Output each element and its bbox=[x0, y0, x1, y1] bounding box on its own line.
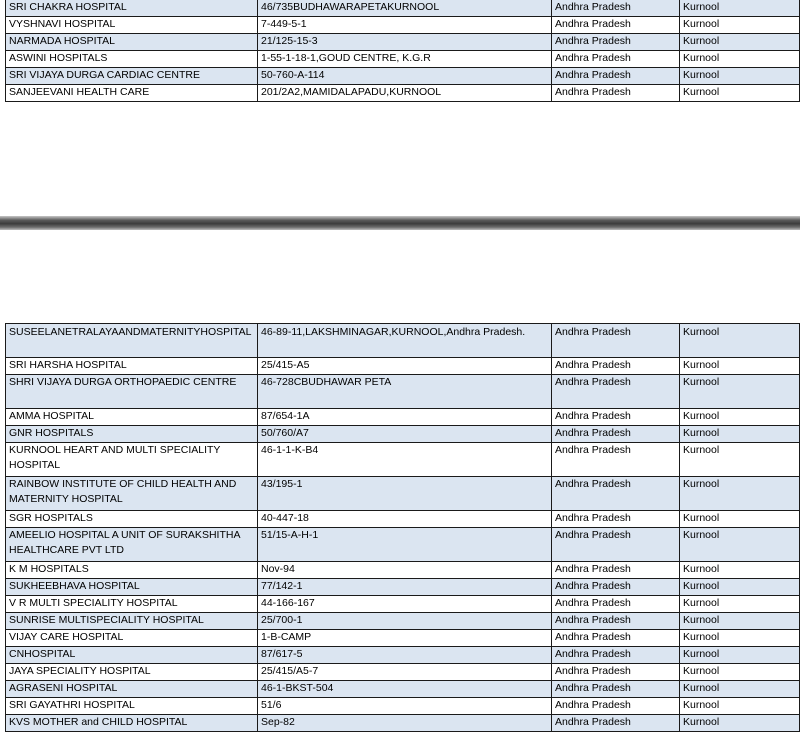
address-cell: 1-55-1-18-1,GOUD CENTRE, K.G.R bbox=[258, 51, 552, 68]
hospital-name-cell: RAINBOW INSTITUTE OF CHILD HEALTH AND MATERNITY HOSPITAL bbox=[6, 477, 258, 511]
district-cell: Kurnool bbox=[680, 613, 800, 630]
hospital-name-cell: SRI GAYATHRI HOSPITAL bbox=[6, 698, 258, 715]
table-row bbox=[6, 664, 800, 681]
address-cell: 50/760/A7 bbox=[258, 426, 552, 443]
state-cell: Andhra Pradesh bbox=[552, 579, 680, 596]
district-cell: Kurnool bbox=[680, 443, 800, 477]
state-cell: Andhra Pradesh bbox=[552, 358, 680, 375]
address-cell: 21/125-15-3 bbox=[258, 34, 552, 51]
address-cell: 1-B-CAMP bbox=[258, 630, 552, 647]
address-cell: 46-1-BKST-504 bbox=[258, 681, 552, 698]
address-cell: 46-1-1-K-B4 bbox=[258, 443, 552, 477]
address-cell: 77/142-1 bbox=[258, 579, 552, 596]
table-row bbox=[6, 647, 800, 664]
table-row bbox=[6, 596, 800, 613]
state-cell: Andhra Pradesh bbox=[552, 68, 680, 85]
state-cell: Andhra Pradesh bbox=[552, 477, 680, 511]
page-break-divider bbox=[0, 216, 800, 230]
table-row bbox=[6, 528, 800, 562]
state-cell: Andhra Pradesh bbox=[552, 596, 680, 613]
address-cell: 25/700-1 bbox=[258, 613, 552, 630]
table-row bbox=[6, 511, 800, 528]
state-cell: Andhra Pradesh bbox=[552, 0, 680, 17]
state-cell: Andhra Pradesh bbox=[552, 511, 680, 528]
state-cell: Andhra Pradesh bbox=[552, 17, 680, 34]
district-cell: Kurnool bbox=[680, 375, 800, 409]
table-row bbox=[6, 85, 800, 102]
district-cell: Kurnool bbox=[680, 85, 800, 102]
table-row bbox=[6, 358, 800, 375]
table-row bbox=[6, 68, 800, 85]
state-cell: Andhra Pradesh bbox=[552, 85, 680, 102]
district-cell: Kurnool bbox=[680, 409, 800, 426]
table-row bbox=[6, 426, 800, 443]
district-cell: Kurnool bbox=[680, 630, 800, 647]
district-cell: Kurnool bbox=[680, 426, 800, 443]
district-cell: Kurnool bbox=[680, 715, 800, 732]
state-cell: Andhra Pradesh bbox=[552, 51, 680, 68]
state-cell: Andhra Pradesh bbox=[552, 443, 680, 477]
hospital-name-cell: AMMA HOSPITAL bbox=[6, 409, 258, 426]
table-row bbox=[6, 477, 800, 511]
table-row bbox=[6, 630, 800, 647]
district-cell: Kurnool bbox=[680, 0, 800, 17]
hospital-name-cell: SANJEEVANI HEALTH CARE bbox=[6, 85, 258, 102]
table-row bbox=[6, 409, 800, 426]
state-cell: Andhra Pradesh bbox=[552, 664, 680, 681]
address-cell: 201/2A2,MAMIDALAPADU,KURNOOL bbox=[258, 85, 552, 102]
district-cell: Kurnool bbox=[680, 34, 800, 51]
state-cell: Andhra Pradesh bbox=[552, 426, 680, 443]
hospital-name-cell: SRI VIJAYA DURGA CARDIAC CENTRE bbox=[6, 68, 258, 85]
address-cell: 46-728CBUDHAWAR PETA bbox=[258, 375, 552, 409]
district-cell: Kurnool bbox=[680, 562, 800, 579]
hospital-name-cell: SRI HARSHA HOSPITAL bbox=[6, 358, 258, 375]
district-cell: Kurnool bbox=[680, 511, 800, 528]
state-cell: Andhra Pradesh bbox=[552, 647, 680, 664]
table-row bbox=[6, 613, 800, 630]
hospital-name-cell: K M HOSPITALS bbox=[6, 562, 258, 579]
state-cell: Andhra Pradesh bbox=[552, 528, 680, 562]
address-cell: 87/654-1A bbox=[258, 409, 552, 426]
district-cell: Kurnool bbox=[680, 358, 800, 375]
table-row bbox=[6, 324, 800, 358]
address-cell: 44-166-167 bbox=[258, 596, 552, 613]
table-row bbox=[6, 34, 800, 51]
address-cell: 87/617-5 bbox=[258, 647, 552, 664]
hospital-name-cell: SUNRISE MULTISPECIALITY HOSPITAL bbox=[6, 613, 258, 630]
address-cell: Nov-94 bbox=[258, 562, 552, 579]
hospital-name-cell: SHRI VIJAYA DURGA ORTHOPAEDIC CENTRE bbox=[6, 375, 258, 409]
address-cell: Sep-82 bbox=[258, 715, 552, 732]
state-cell: Andhra Pradesh bbox=[552, 715, 680, 732]
table-row bbox=[6, 579, 800, 596]
address-cell: 51/15-A-H-1 bbox=[258, 528, 552, 562]
table-row bbox=[6, 17, 800, 34]
hospital-name-cell: NARMADA HOSPITAL bbox=[6, 34, 258, 51]
district-cell: Kurnool bbox=[680, 698, 800, 715]
district-cell: Kurnool bbox=[680, 68, 800, 85]
state-cell: Andhra Pradesh bbox=[552, 613, 680, 630]
district-cell: Kurnool bbox=[680, 681, 800, 698]
district-cell: Kurnool bbox=[680, 647, 800, 664]
address-cell: 40-447-18 bbox=[258, 511, 552, 528]
district-cell: Kurnool bbox=[680, 579, 800, 596]
hospital-name-cell: SRI CHAKRA HOSPITAL bbox=[6, 0, 258, 17]
hospital-name-cell: KVS MOTHER and CHILD HOSPITAL bbox=[6, 715, 258, 732]
state-cell: Andhra Pradesh bbox=[552, 698, 680, 715]
state-cell: Andhra Pradesh bbox=[552, 324, 680, 358]
table-row bbox=[6, 51, 800, 68]
hospital-name-cell: V R MULTI SPECIALITY HOSPITAL bbox=[6, 596, 258, 613]
hospital-table-page-1 bbox=[5, 0, 800, 102]
hospital-name-cell: CNHOSPITAL bbox=[6, 647, 258, 664]
address-cell: 46-89-11,LAKSHMINAGAR,KURNOOL,Andhra Pradesh. bbox=[258, 324, 552, 358]
table-row bbox=[6, 443, 800, 477]
state-cell: Andhra Pradesh bbox=[552, 562, 680, 579]
hospital-name-cell: SUSEELANETRALAYAANDMATERNITYHOSPITAL bbox=[6, 324, 258, 358]
address-cell: 7-449-5-1 bbox=[258, 17, 552, 34]
hospital-name-cell: VYSHNAVI HOSPITAL bbox=[6, 17, 258, 34]
address-cell: 25/415-A5 bbox=[258, 358, 552, 375]
district-cell: Kurnool bbox=[680, 528, 800, 562]
state-cell: Andhra Pradesh bbox=[552, 375, 680, 409]
state-cell: Andhra Pradesh bbox=[552, 630, 680, 647]
hospital-name-cell: VIJAY CARE HOSPITAL bbox=[6, 630, 258, 647]
state-cell: Andhra Pradesh bbox=[552, 681, 680, 698]
district-cell: Kurnool bbox=[680, 477, 800, 511]
table-row bbox=[6, 681, 800, 698]
district-cell: Kurnool bbox=[680, 17, 800, 34]
state-cell: Andhra Pradesh bbox=[552, 34, 680, 51]
hospital-name-cell: ASWINI HOSPITALS bbox=[6, 51, 258, 68]
hospital-name-cell: SGR HOSPITALS bbox=[6, 511, 258, 528]
hospital-name-cell: AGRASENI HOSPITAL bbox=[6, 681, 258, 698]
address-cell: 50-760-A-114 bbox=[258, 68, 552, 85]
address-cell: 46/735BUDHAWARAPETAKURNOOL bbox=[258, 0, 552, 17]
address-cell: 43/195-1 bbox=[258, 477, 552, 511]
address-cell: 51/6 bbox=[258, 698, 552, 715]
hospital-table-page-2 bbox=[5, 323, 800, 732]
table-row bbox=[6, 375, 800, 409]
table-row bbox=[6, 562, 800, 579]
table-row bbox=[6, 698, 800, 715]
hospital-name-cell: SUKHEEBHAVA HOSPITAL bbox=[6, 579, 258, 596]
hospital-name-cell: AMEELIO HOSPITAL A UNIT OF SURAKSHITHA HEALTHCARE PVT LTD bbox=[6, 528, 258, 562]
district-cell: Kurnool bbox=[680, 324, 800, 358]
district-cell: Kurnool bbox=[680, 596, 800, 613]
hospital-name-cell: JAYA SPECIALITY HOSPITAL bbox=[6, 664, 258, 681]
hospital-name-cell: KURNOOL HEART AND MULTI SPECIALITY HOSPITAL bbox=[6, 443, 258, 477]
district-cell: Kurnool bbox=[680, 664, 800, 681]
table-row bbox=[6, 715, 800, 732]
hospital-name-cell: GNR HOSPITALS bbox=[6, 426, 258, 443]
district-cell: Kurnool bbox=[680, 51, 800, 68]
table-row bbox=[6, 0, 800, 17]
state-cell: Andhra Pradesh bbox=[552, 409, 680, 426]
address-cell: 25/415/A5-7 bbox=[258, 664, 552, 681]
